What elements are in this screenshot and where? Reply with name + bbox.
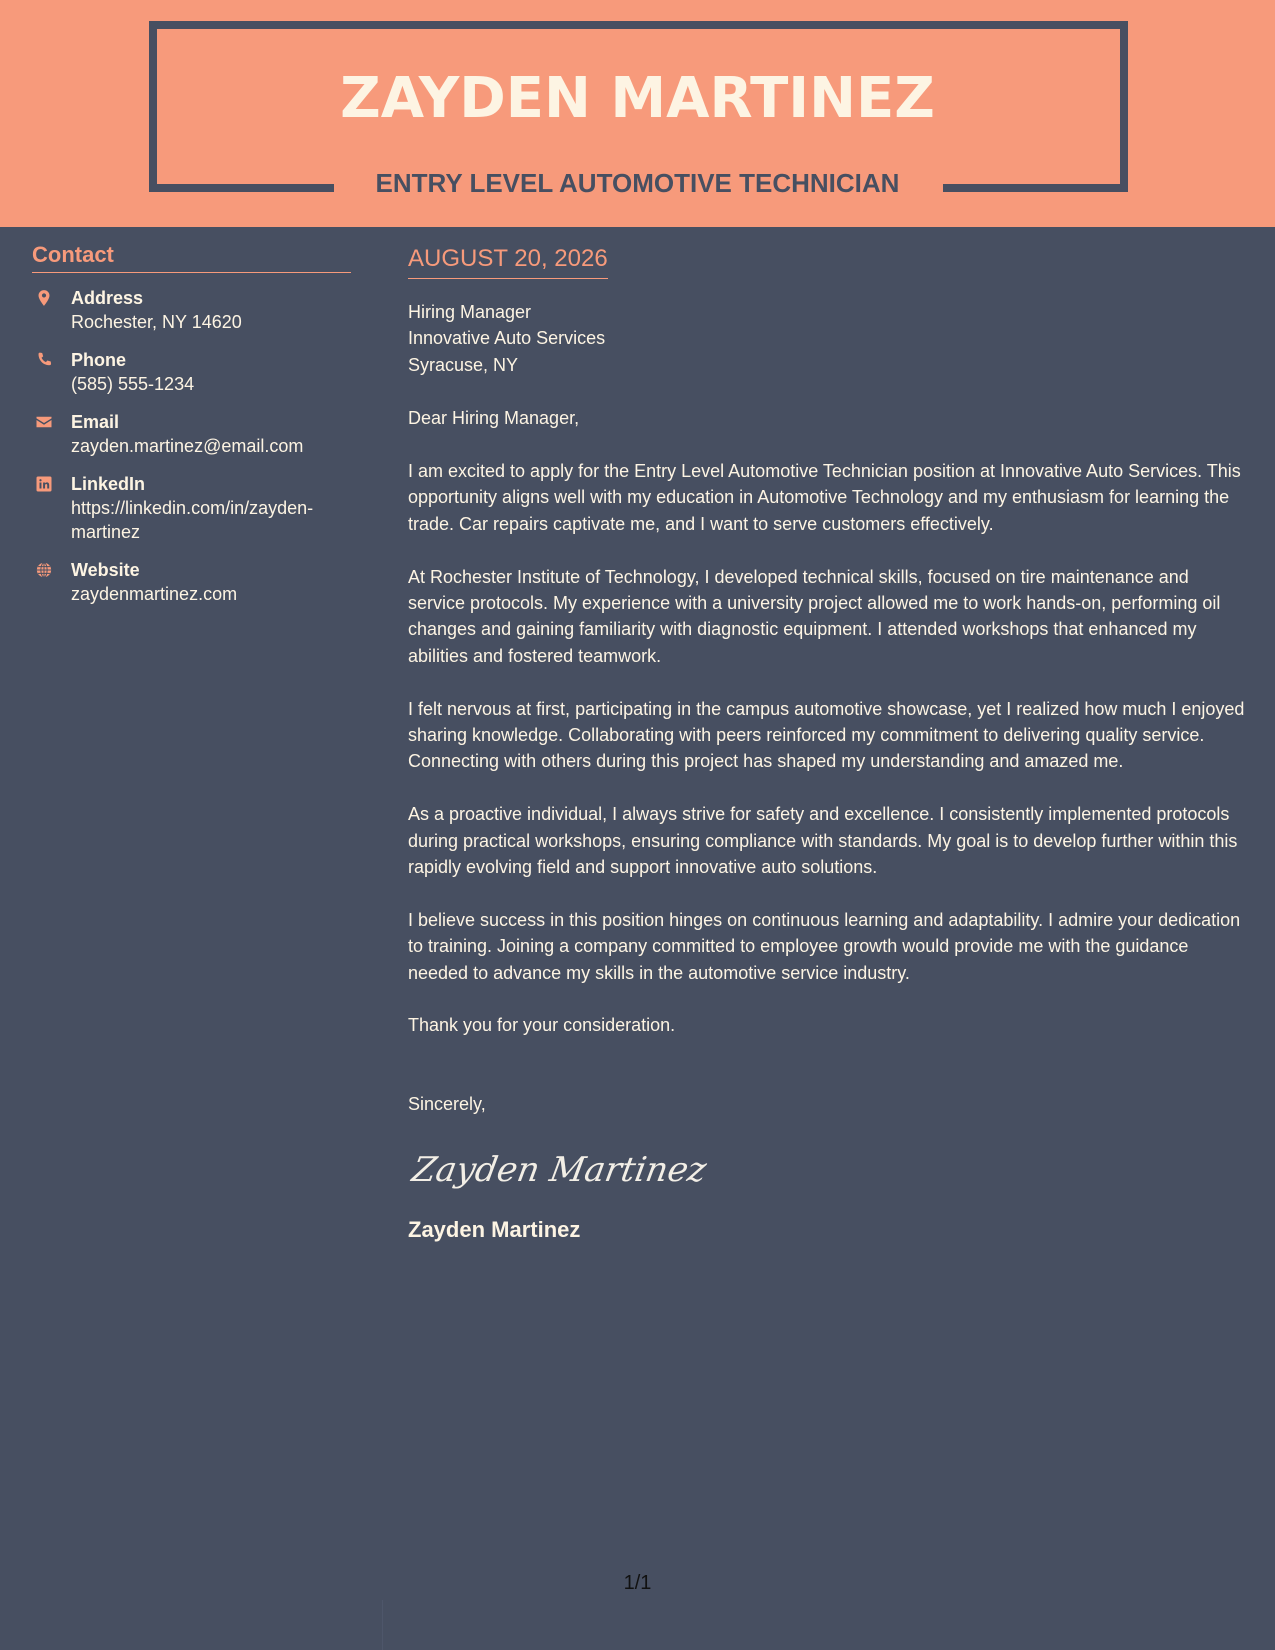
contact-sidebar (32, 240, 351, 620)
contact-label: LinkedIn (71, 474, 146, 494)
contact-label: Email (71, 412, 120, 432)
contact-section-title: Contact (32, 240, 351, 273)
page-number: 1/1 (623, 1572, 652, 1594)
body-paragraph: As a proactive individual, I always strive for safety and excellence. I consistently implemented protocols during practical workshops, ensuring compliance with standards. My goal is to develop further within this rapidly evolving field and support innovative auto solutions. (408, 804, 1238, 878)
body-paragraph: At Rochester Institute of Technology, I developed technical skills, focused on tire maintenance and service protocols. My experience with a university project allowed me to work hands-on, performing oil changes and gaining familiarity with diagnostic equipment. I attended workshops that enhanced my abilities and fostered teamwork. (408, 566, 1221, 666)
contact-item-address (32, 286, 351, 334)
header-banner (0, 0, 1275, 227)
letter-date: AUGUST 20, 2026 (408, 243, 608, 279)
body-paragraph: I believe success in this position hinges on continuous learning and adaptability. I admire your dedication to training. Joining a company committed to employee growth would provide me with the guidance needed to advance my skills in the automotive service industry. (408, 909, 1241, 983)
letter-body (408, 243, 1250, 1245)
recipient-name: Hiring Manager (408, 302, 532, 322)
signature-text: Zayden Martinez (409, 1150, 710, 1191)
thank-you-paragraph: Thank you for your consideration. (408, 1015, 676, 1036)
contact-value: (585) 555-1234 (71, 374, 195, 394)
contact-value: https://linkedin.com/in/zayden-martinez (71, 498, 314, 542)
salutation: Dear Hiring Manager, (408, 408, 580, 429)
linkedin-icon (35, 475, 53, 493)
recipient-block (408, 299, 1250, 378)
body-paragraph: I am excited to apply for the Entry Level Automotive Technician position at Innovative Auto Services. This opportunity aligns well with my education in Automotive Technology and my enthusiasm for learning the trade. Car repairs captivate me, and I want to serve customers effectively. (408, 461, 1241, 534)
job-title: ENTRY LEVEL AUTOMOTIVE TECHNICIAN (375, 168, 900, 198)
body-paragraph: I felt nervous at first, participating in the campus automotive showcase, yet I realized how much I enjoyed sharing knowledge. Collaborating with peers reinforced my commitment to delivering quality service. Connecting with others during this project has shaped my understanding and amazed me. (408, 698, 1245, 772)
column-divider (382, 1600, 383, 1650)
contact-item-linkedin (32, 472, 351, 544)
closing: Sincerely, (408, 1093, 486, 1114)
handwritten-signature (408, 1139, 1250, 1195)
phone-icon (35, 351, 53, 369)
contact-list (32, 286, 351, 606)
contact-item-email (32, 410, 351, 458)
contact-label: Address (71, 288, 144, 308)
recipient-location: Syracuse, NY (408, 354, 519, 375)
envelope-icon (35, 413, 53, 431)
contact-value: zayden.martinez@email.com (71, 436, 304, 456)
map-pin-icon (35, 289, 53, 307)
signature-image (408, 1139, 710, 1195)
contact-item-website (32, 558, 351, 606)
signer-name: Zayden Martinez (408, 1217, 581, 1243)
contact-label: Phone (71, 350, 127, 370)
contact-value: Rochester, NY 14620 (71, 312, 242, 332)
contact-item-phone (32, 348, 351, 396)
contact-label: Website (71, 560, 140, 580)
applicant-name: ZAYDEN MARTINEZ (340, 66, 935, 131)
recipient-company: Innovative Auto Services (408, 328, 606, 349)
globe-icon (35, 561, 53, 579)
contact-value: zaydenmartinez.com (71, 584, 238, 604)
